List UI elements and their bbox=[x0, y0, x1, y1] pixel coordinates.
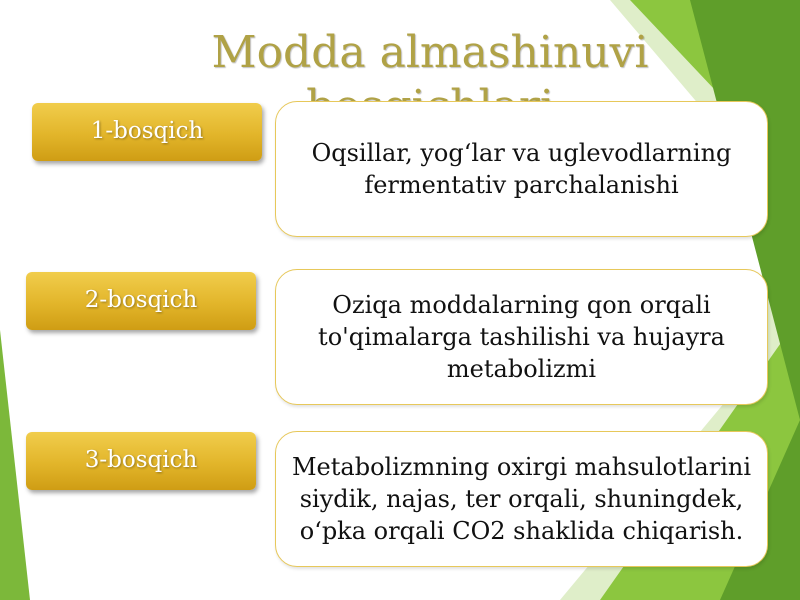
stage-2-description: Oziqa moddalarning qon orqali to'qimalarga tashilishi va hujayra metabolizmi bbox=[275, 269, 768, 405]
slide-title: Modda almashinuvi bbox=[211, 27, 649, 78]
stage-1-description: Oqsillar, yog‘lar va uglevodlarning fermentativ parchalanishi bbox=[275, 101, 768, 237]
stage-3-description: Metabolizmning oxirgi mahsulotlarini siydik, najas, ter orqali, shuningdek, o‘pka orqali CO2 shaklida chiqarish. bbox=[275, 431, 768, 567]
stage-1-label: 1-bosqich bbox=[32, 103, 262, 161]
stage-3-label: 3-bosqich bbox=[26, 432, 256, 490]
stage-2-label: 2-bosqich bbox=[26, 272, 256, 330]
